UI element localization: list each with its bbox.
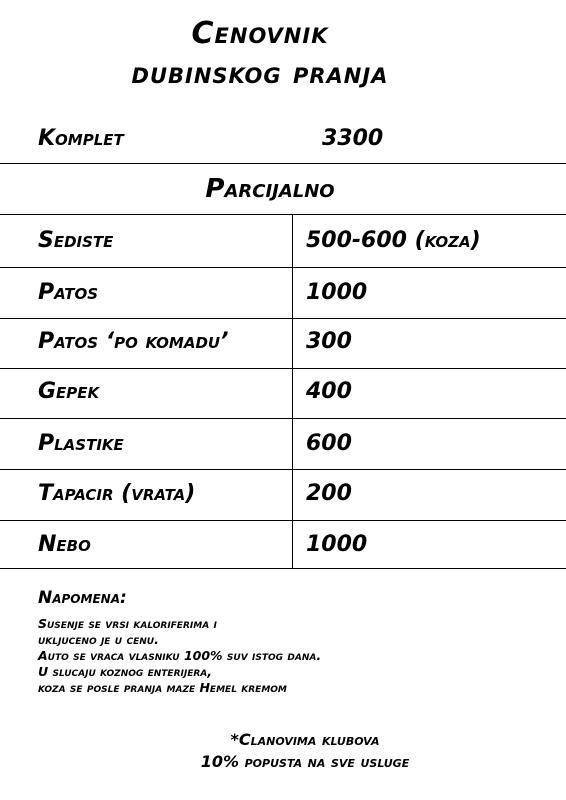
title-line-1: Cenovnik xyxy=(191,16,329,51)
komplet-label: Komplet xyxy=(38,126,124,151)
komplet-price: 3300 xyxy=(322,126,384,151)
note-title: Napomena: xyxy=(38,588,127,608)
footer-line-2: 10% popusta na sve usluge xyxy=(200,752,410,771)
table-bottom-divider xyxy=(0,568,566,569)
item-label: Sediste xyxy=(38,228,114,253)
item-price: 400 xyxy=(306,379,352,404)
item-label: Gepek xyxy=(38,379,100,404)
section-title: Parcijalno xyxy=(205,174,335,204)
table-row-divider xyxy=(0,418,566,419)
divider xyxy=(0,214,566,215)
note-line: ukljuceno je u cenu. xyxy=(38,632,159,647)
item-price: 500-600 (koza) xyxy=(306,228,481,253)
title-line-2: dubinskog pranja xyxy=(131,56,389,91)
item-label: Nebo xyxy=(38,532,91,557)
table-row-divider xyxy=(0,469,566,470)
note-line: Auto se vraca vlasniku 100% suv istog dana. xyxy=(38,648,322,663)
table-row-divider xyxy=(0,318,566,319)
note-line: koza se posle pranja maze Hemel kremom xyxy=(38,680,287,695)
item-price: 1000 xyxy=(306,280,368,305)
table-row-divider xyxy=(0,267,566,268)
item-price: 200 xyxy=(306,481,352,506)
item-price: 300 xyxy=(306,329,352,354)
item-label: Patos xyxy=(38,280,99,305)
note-line: Susenje se vrsi kaloriferima i xyxy=(38,616,217,631)
footer-line-1: *Clanovima klubova xyxy=(230,730,380,749)
note-line: U slucaju koznog enterijera, xyxy=(38,664,212,679)
table-row-divider xyxy=(0,368,566,369)
divider xyxy=(0,163,566,164)
item-price: 600 xyxy=(306,431,352,456)
item-label: Patos ‘po komadu’ xyxy=(38,329,229,354)
item-label: Tapacir (vrata) xyxy=(38,481,196,506)
item-price: 1000 xyxy=(306,532,368,557)
table-row-divider xyxy=(0,520,566,521)
item-label: Plastike xyxy=(38,431,124,456)
